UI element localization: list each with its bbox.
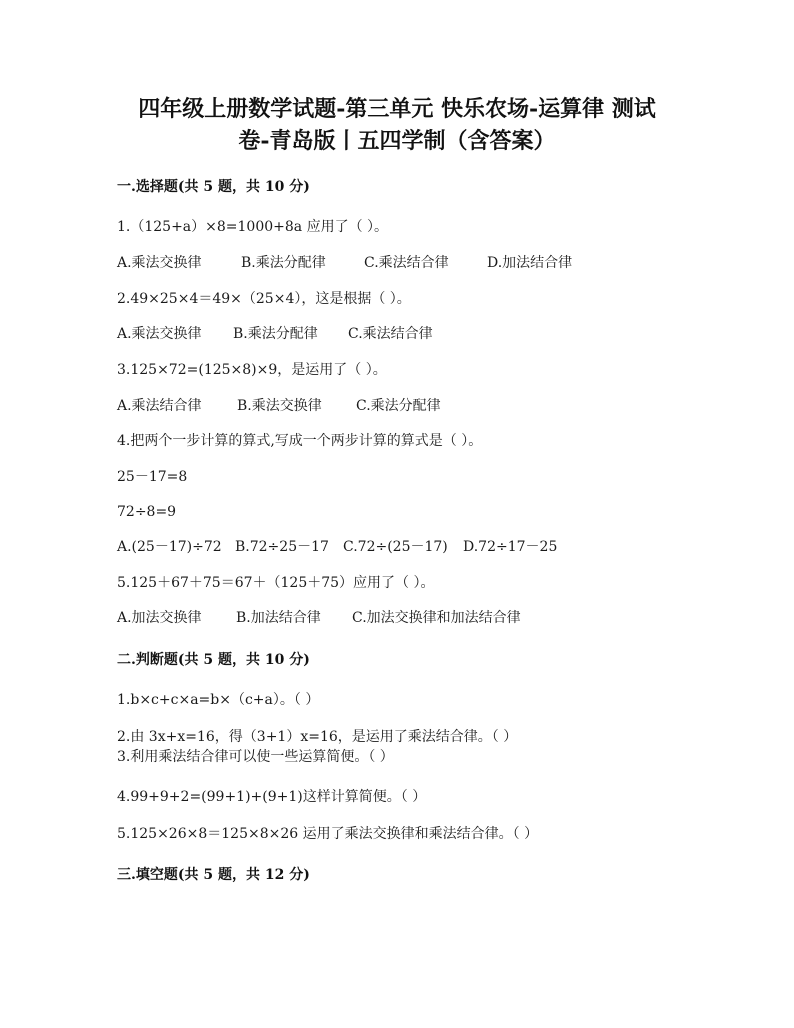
option-a: A.乘法结合律 [117, 398, 202, 414]
question-2-3: 3.利用乘法结合律可以使一些运算简便。（ ） [117, 749, 394, 765]
page-title-line-1: 四年级上册数学试题-第三单元 快乐农场-运算律 测试 [138, 96, 656, 122]
expression-1: 25－17=8 [117, 469, 188, 485]
question-1-2: 2.49×25×4＝49×（25×4），这是根据（ ）。 [117, 291, 411, 307]
option-c: C.乘法结合律 [348, 326, 433, 342]
expression-2: 72÷8=9 [117, 504, 177, 520]
option-c: C.乘法结合律 [364, 255, 449, 271]
question-2-5: 5.125×26×8＝125×8×26 运用了乘法交换律和乘法结合律。（ ） [117, 826, 539, 842]
option-c: C.加法交换律和加法结合律 [352, 610, 521, 626]
option-a: A.(25－17)÷72 [117, 539, 222, 555]
option-b: B.72÷25－17 [235, 539, 329, 555]
page-title-line-2: 卷-青岛版丨五四学制（含答案） [238, 128, 556, 154]
option-a: A.乘法交换律 [117, 255, 202, 271]
option-a: A.乘法交换律 [117, 326, 202, 342]
question-1-1: 1.（125+a）×8=1000+8a 应用了（ ）。 [117, 219, 389, 235]
question-1-4: 4.把两个一步计算的算式,写成一个两步计算的算式是（ ）。 [117, 433, 483, 449]
section-heading-fill-in: 三.填空题(共 5 题，共 12 分) [117, 867, 310, 883]
option-c: C.乘法分配律 [356, 398, 441, 414]
question-2-1: 1.b×c+c×a=b×（c+a）。（ ） [117, 692, 320, 708]
question-2-4: 4.99+9+2=(99+1)+(9+1)这样计算简便。（ ） [117, 789, 427, 805]
question-1-5: 5.125＋67＋75＝67＋（125＋75）应用了（ ）。 [117, 575, 435, 591]
option-b: B.乘法交换律 [237, 398, 322, 414]
option-d: D.72÷17－25 [463, 539, 558, 555]
option-a: A.加法交换律 [117, 610, 202, 626]
option-b: B.乘法分配律 [233, 326, 318, 342]
option-b: B.乘法分配律 [241, 255, 326, 271]
option-c: C.72÷(25－17) [343, 539, 448, 555]
option-d: D.加法结合律 [487, 255, 573, 271]
option-b: B.加法结合律 [236, 610, 321, 626]
section-heading-choice: 一.选择题(共 5 题，共 10 分) [117, 179, 310, 195]
section-heading-judgment: 二.判断题(共 5 题，共 10 分) [117, 652, 310, 668]
question-1-3: 3.125×72=(125×8)×9，是运用了（ ）。 [117, 362, 387, 378]
question-2-2: 2.由 3x+x=16，得（3+1）x=16，是运用了乘法结合律。（ ） [117, 729, 518, 745]
